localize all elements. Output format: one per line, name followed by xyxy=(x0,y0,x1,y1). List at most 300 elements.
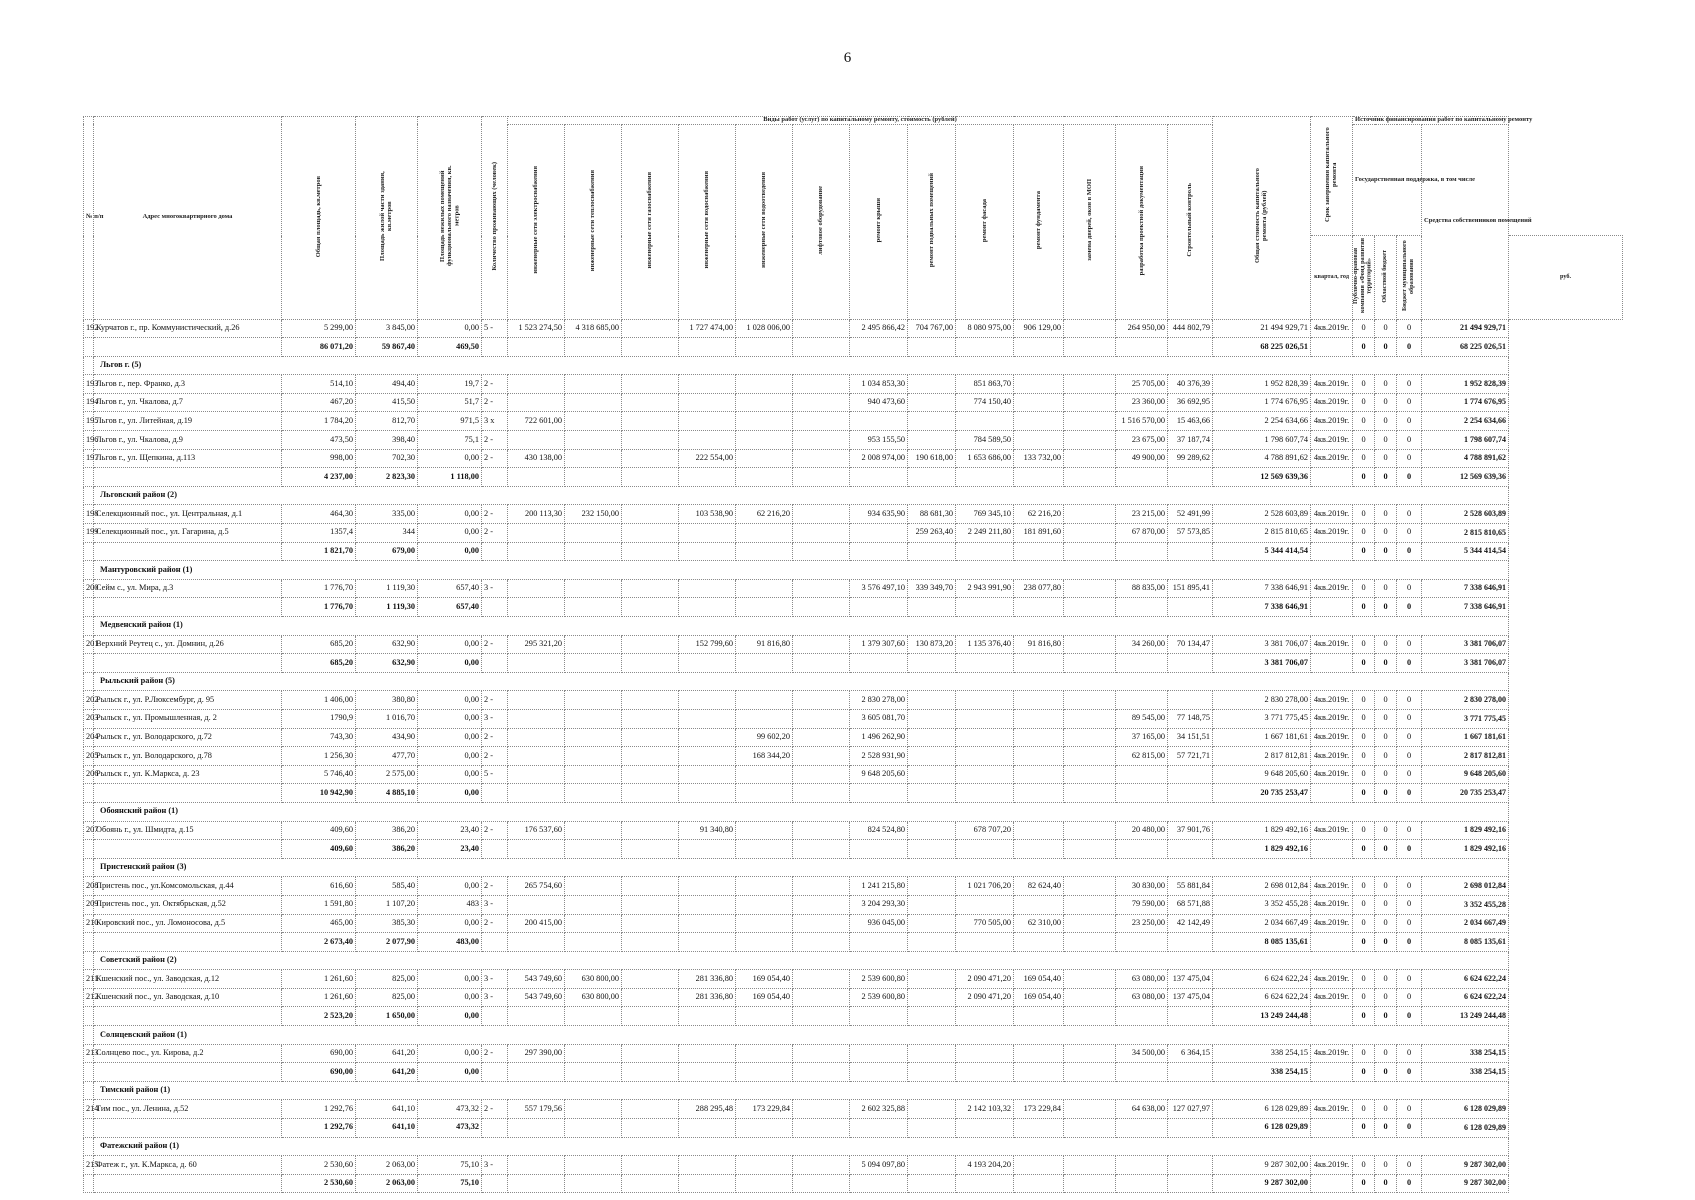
cell-work-cost xyxy=(622,412,679,431)
cell-area-common: 0,00 xyxy=(418,765,482,784)
cell-deadline: 4кв.2019г. xyxy=(1311,747,1353,766)
cell-area-total: 5 746,40 xyxy=(282,765,356,784)
cell-work-cost xyxy=(850,1119,908,1138)
cell-address: Рыльск г., ул. Р.Люксембург, д. 95 xyxy=(94,691,282,710)
cell-empty xyxy=(84,1081,94,1100)
cell-address: Льгов г., ул. Чкалова, д.9 xyxy=(94,431,282,450)
cell-persons: 5 - xyxy=(482,319,508,338)
cell-fund: 0 xyxy=(1353,914,1375,933)
cell-work-cost xyxy=(565,747,622,766)
cell-work-cost xyxy=(793,765,850,784)
cell-deadline: 4кв.2019г. xyxy=(1311,709,1353,728)
cell-owners: 1 952 828,39 xyxy=(1422,375,1509,394)
cell-work-cost xyxy=(1014,431,1064,450)
cell-no: 209 xyxy=(84,895,94,914)
cell-work-cost xyxy=(622,598,679,617)
cell-owners: 1 798 607,74 xyxy=(1422,431,1509,450)
cell-work-cost xyxy=(850,338,908,357)
header-no: № п/п xyxy=(84,117,94,320)
header-deadline: Срок завершения капитального ремонта xyxy=(1311,117,1353,236)
cell-municipal: 0 xyxy=(1397,654,1422,673)
cell-work-cost xyxy=(508,1156,565,1175)
cell-work-cost xyxy=(1116,598,1168,617)
cell-total-cost: 4 788 891,62 xyxy=(1213,449,1311,468)
cell-no: 207 xyxy=(84,821,94,840)
cell-work-cost xyxy=(565,933,622,952)
cell-work-cost xyxy=(793,338,850,357)
cell-work-cost: 64 638,00 xyxy=(1116,1100,1168,1119)
cell-work-cost xyxy=(622,1174,679,1193)
cell-fund: 0 xyxy=(1353,691,1375,710)
cell-deadline xyxy=(1311,598,1353,617)
cell-work-cost xyxy=(793,784,850,803)
cell-persons: 2 - xyxy=(482,635,508,654)
cell-owners: 20 735 253,47 xyxy=(1422,784,1509,803)
cell-work-cost xyxy=(908,765,956,784)
cell-work-cost xyxy=(565,691,622,710)
cell-address: Кировский пос., ул. Ломоносова, д.5 xyxy=(94,914,282,933)
cell-work-cost: 34 260,00 xyxy=(1116,635,1168,654)
cell-fund: 0 xyxy=(1353,877,1375,896)
cell-work-cost: 430 138,00 xyxy=(508,449,565,468)
cell-area-common: 75,10 xyxy=(418,1174,482,1193)
cell-owners: 6 128 029,89 xyxy=(1422,1100,1509,1119)
cell-work-cost xyxy=(679,691,736,710)
cell-area-common: 971,5 xyxy=(418,412,482,431)
table-row xyxy=(84,431,1623,450)
cell-work-cost xyxy=(508,393,565,412)
cell-total-cost: 1 774 676,95 xyxy=(1213,393,1311,412)
cell-area-living: 632,90 xyxy=(356,654,418,673)
cell-area-total: 1 261,60 xyxy=(282,970,356,989)
cell-owners: 338 254,15 xyxy=(1422,1044,1509,1063)
cell-owners: 7 338 646,91 xyxy=(1422,579,1509,598)
cell-work-cost xyxy=(622,1007,679,1026)
cell-work-cost xyxy=(1116,765,1168,784)
cell-work-cost xyxy=(1064,579,1116,598)
cell-work-cost xyxy=(565,840,622,859)
cell-work-cost xyxy=(1168,338,1213,357)
cell-work-cost xyxy=(622,895,679,914)
cell-total-cost: 68 225 026,51 xyxy=(1213,338,1311,357)
cell-regional: 0 xyxy=(1375,988,1397,1007)
cell-work-cost: 152 799,60 xyxy=(679,635,736,654)
cell-deadline xyxy=(1311,1063,1353,1082)
cell-area-living: 825,00 xyxy=(356,988,418,1007)
cell-work-cost xyxy=(908,542,956,561)
cell-work-cost xyxy=(1014,598,1064,617)
cell-work-cost xyxy=(508,579,565,598)
cell-work-cost: 543 749,60 xyxy=(508,988,565,1007)
cell-work-cost xyxy=(508,784,565,803)
cell-work-cost xyxy=(850,598,908,617)
cell-address: Рыльск г., ул. К.Маркса, д. 23 xyxy=(94,765,282,784)
cell-work-cost xyxy=(565,709,622,728)
cell-work-cost xyxy=(1064,468,1116,487)
cell-work-cost xyxy=(908,654,956,673)
cell-persons xyxy=(482,598,508,617)
cell-work-cost xyxy=(679,765,736,784)
cell-no: 211 xyxy=(84,970,94,989)
cell-work-cost xyxy=(793,393,850,412)
cell-work-cost xyxy=(622,728,679,747)
cell-work-cost: 168 344,20 xyxy=(736,747,793,766)
cell-no xyxy=(84,468,94,487)
cell-total-cost: 2 817 812,81 xyxy=(1213,747,1311,766)
cell-total-cost: 2 830 278,00 xyxy=(1213,691,1311,710)
table-row xyxy=(84,914,1623,933)
cell-area-living: 702,30 xyxy=(356,449,418,468)
cell-work-cost xyxy=(1064,988,1116,1007)
cell-work-cost xyxy=(1064,709,1116,728)
cell-municipal: 0 xyxy=(1397,840,1422,859)
cell-work-cost: 3 605 081,70 xyxy=(850,709,908,728)
cell-address: Рыльск г., ул. Володарского, д.72 xyxy=(94,728,282,747)
cell-work-cost: 1 727 474,00 xyxy=(679,319,736,338)
cell-work-cost xyxy=(1014,728,1064,747)
cell-work-cost xyxy=(565,598,622,617)
cell-no xyxy=(84,1007,94,1026)
cell-address: Пристень пос., ул.Комсомольская, д.44 xyxy=(94,877,282,896)
cell-area-living: 3 845,00 xyxy=(356,319,418,338)
cell-work-cost xyxy=(736,468,793,487)
cell-address: Льгов г., ул. Литейная, д.19 xyxy=(94,412,282,431)
cell-regional: 0 xyxy=(1375,821,1397,840)
cell-work-cost: 543 749,60 xyxy=(508,970,565,989)
cell-area-living: 641,10 xyxy=(356,1119,418,1138)
cell-work-cost xyxy=(793,988,850,1007)
cell-no: 199 xyxy=(84,524,94,543)
cell-work-cost xyxy=(508,524,565,543)
cell-owners: 2 034 667,49 xyxy=(1422,914,1509,933)
cell-work-cost: 4 318 685,00 xyxy=(565,319,622,338)
table-row xyxy=(84,1100,1623,1119)
cell-work-cost: 297 390,00 xyxy=(508,1044,565,1063)
cell-work-cost xyxy=(508,691,565,710)
table-row xyxy=(84,1044,1623,1063)
cell-work-cost xyxy=(793,635,850,654)
cell-address: Фатеж г., ул. К.Маркса, д. 60 xyxy=(94,1156,282,1175)
cell-work-cost xyxy=(1014,654,1064,673)
cell-work-cost xyxy=(1116,1156,1168,1175)
table-row xyxy=(84,821,1623,840)
district-name: Льговский район (2) xyxy=(94,486,1509,505)
cell-work-cost: 34 500,00 xyxy=(1116,1044,1168,1063)
cell-area-living: 1 016,70 xyxy=(356,709,418,728)
cell-work-cost xyxy=(908,709,956,728)
cell-work-cost xyxy=(908,821,956,840)
cell-work-cost xyxy=(679,840,736,859)
cell-area-living: 1 650,00 xyxy=(356,1007,418,1026)
cell-work-cost xyxy=(908,691,956,710)
cell-municipal: 0 xyxy=(1397,319,1422,338)
cell-fund: 0 xyxy=(1353,598,1375,617)
cell-work-cost xyxy=(508,895,565,914)
cell-work-cost xyxy=(1064,747,1116,766)
table-row xyxy=(84,635,1623,654)
cell-fund: 0 xyxy=(1353,970,1375,989)
cell-work-cost: 169 054,40 xyxy=(1014,970,1064,989)
cell-regional: 0 xyxy=(1375,728,1397,747)
cell-work-cost xyxy=(622,319,679,338)
cell-regional: 0 xyxy=(1375,1119,1397,1138)
cell-work-cost xyxy=(736,449,793,468)
cell-work-cost xyxy=(1168,1119,1213,1138)
cell-total-cost: 6 128 029,89 xyxy=(1213,1100,1311,1119)
cell-area-living: 344 xyxy=(356,524,418,543)
cell-work-cost xyxy=(1064,1044,1116,1063)
cell-work-cost: 91 816,80 xyxy=(1014,635,1064,654)
cell-work-cost xyxy=(736,1063,793,1082)
cell-work-cost xyxy=(1064,728,1116,747)
cell-work-cost xyxy=(1064,1156,1116,1175)
cell-work-cost xyxy=(1064,691,1116,710)
cell-persons xyxy=(482,933,508,952)
cell-area-total: 10 942,90 xyxy=(282,784,356,803)
cell-owners: 68 225 026,51 xyxy=(1422,338,1509,357)
cell-area-living: 4 885,10 xyxy=(356,784,418,803)
district-name: Солнцевский район (1) xyxy=(94,1026,1509,1045)
cell-empty xyxy=(84,486,94,505)
cell-work-cost xyxy=(565,1119,622,1138)
district-name: Льгов г. (5) xyxy=(94,356,1509,375)
cell-work-cost xyxy=(679,375,736,394)
cell-municipal: 0 xyxy=(1397,449,1422,468)
cell-work-cost: 103 538,90 xyxy=(679,505,736,524)
cell-fund: 0 xyxy=(1353,933,1375,952)
cell-address: Курчатов г., пр. Коммунистический, д.26 xyxy=(94,319,282,338)
cell-work-cost xyxy=(622,393,679,412)
cell-municipal: 0 xyxy=(1397,505,1422,524)
cell-municipal: 0 xyxy=(1397,765,1422,784)
cell-work-cost: 824 524,80 xyxy=(850,821,908,840)
cell-fund: 0 xyxy=(1353,468,1375,487)
cell-owners: 6 128 029,89 xyxy=(1422,1119,1509,1138)
cell-work-cost: 2 602 325,88 xyxy=(850,1100,908,1119)
cell-work-cost: 79 590,00 xyxy=(1116,895,1168,914)
subtotal-row xyxy=(84,933,1623,952)
cell-work-cost: 9 648 205,60 xyxy=(850,765,908,784)
cell-work-cost xyxy=(736,821,793,840)
table-row xyxy=(84,375,1623,394)
cell-area-common: 0,00 xyxy=(418,747,482,766)
cell-work-cost: 1 379 307,60 xyxy=(850,635,908,654)
cell-work-cost xyxy=(1014,765,1064,784)
cell-deadline xyxy=(1311,1174,1353,1193)
cell-total-cost: 21 494 929,71 xyxy=(1213,319,1311,338)
cell-work-cost: 2 495 866,42 xyxy=(850,319,908,338)
cell-work-cost xyxy=(736,709,793,728)
cell-persons: 3 - xyxy=(482,709,508,728)
cell-work-cost xyxy=(956,468,1014,487)
cell-area-total: 1 261,60 xyxy=(282,988,356,1007)
cell-fund: 0 xyxy=(1353,1119,1375,1138)
cell-work-cost: 3 576 497,10 xyxy=(850,579,908,598)
table-row xyxy=(84,319,1623,338)
district-name: Тимский район (1) xyxy=(94,1081,1509,1100)
district-name: Фатежский район (1) xyxy=(94,1137,1509,1156)
cell-fund: 0 xyxy=(1353,747,1375,766)
cell-work-cost xyxy=(508,747,565,766)
cell-work-cost xyxy=(1064,1174,1116,1193)
cell-municipal: 0 xyxy=(1397,412,1422,431)
cell-persons: 3 - xyxy=(482,970,508,989)
cell-work-cost xyxy=(956,542,1014,561)
cell-total-cost: 13 249 244,48 xyxy=(1213,1007,1311,1026)
cell-work-cost xyxy=(736,393,793,412)
cell-work-cost: 42 142,49 xyxy=(1168,914,1213,933)
cell-municipal: 0 xyxy=(1397,747,1422,766)
cell-area-common: 483 xyxy=(418,895,482,914)
cell-area-total: 1 292,76 xyxy=(282,1119,356,1138)
cell-owners: 4 788 891,62 xyxy=(1422,449,1509,468)
cell-work-cost xyxy=(1064,542,1116,561)
cell-deadline: 4кв.2019г. xyxy=(1311,765,1353,784)
cell-address: Льгов г., пер. Франко, д.3 xyxy=(94,375,282,394)
cell-no xyxy=(84,598,94,617)
cell-regional: 0 xyxy=(1375,505,1397,524)
cell-work-cost xyxy=(1014,542,1064,561)
cell-work-cost xyxy=(565,728,622,747)
cell-fund: 0 xyxy=(1353,709,1375,728)
cell-address xyxy=(94,784,282,803)
district-name: Пристенский район (3) xyxy=(94,858,1509,877)
cell-work-cost xyxy=(1116,542,1168,561)
cell-work-cost xyxy=(1064,635,1116,654)
cell-persons: 2 - xyxy=(482,691,508,710)
cell-work-cost xyxy=(1014,895,1064,914)
cell-area-living: 380,80 xyxy=(356,691,418,710)
cell-persons xyxy=(482,784,508,803)
cell-work-cost xyxy=(508,933,565,952)
cell-area-living: 2 575,00 xyxy=(356,765,418,784)
cell-deadline xyxy=(1311,933,1353,952)
cell-municipal: 0 xyxy=(1397,914,1422,933)
cell-work-cost: 137 475,04 xyxy=(1168,970,1213,989)
cell-work-cost xyxy=(908,1156,956,1175)
cell-regional: 0 xyxy=(1375,970,1397,989)
cell-work-cost xyxy=(622,338,679,357)
cell-address: Тим пос., ул. Ленина, д.52 xyxy=(94,1100,282,1119)
cell-total-cost: 338 254,15 xyxy=(1213,1044,1311,1063)
cell-work-cost xyxy=(679,412,736,431)
cell-municipal: 0 xyxy=(1397,635,1422,654)
cell-area-living: 1 119,30 xyxy=(356,598,418,617)
cell-work-cost: 91 816,80 xyxy=(736,635,793,654)
cell-work-cost xyxy=(793,431,850,450)
table-body xyxy=(84,319,1623,1193)
table-row xyxy=(84,709,1623,728)
cell-deadline: 4кв.2019г. xyxy=(1311,1100,1353,1119)
subtotal-row xyxy=(84,542,1623,561)
cell-work-cost xyxy=(793,1007,850,1026)
cell-work-cost xyxy=(1014,840,1064,859)
cell-no: 208 xyxy=(84,877,94,896)
district-row xyxy=(84,858,1623,877)
cell-owners: 9 287 302,00 xyxy=(1422,1156,1509,1175)
district-row xyxy=(84,617,1623,636)
cell-area-living: 2 063,00 xyxy=(356,1174,418,1193)
cell-fund: 0 xyxy=(1353,821,1375,840)
cell-work-cost xyxy=(565,877,622,896)
cell-work-cost xyxy=(679,728,736,747)
cell-area-common: 473,32 xyxy=(418,1100,482,1119)
cell-work-cost xyxy=(956,1174,1014,1193)
cell-total-cost: 6 624 622,24 xyxy=(1213,988,1311,1007)
cell-municipal: 0 xyxy=(1397,988,1422,1007)
cell-address xyxy=(94,1007,282,1026)
cell-work-cost: 259 263,40 xyxy=(908,524,956,543)
cell-persons xyxy=(482,1007,508,1026)
cell-deadline: 4кв.2019г. xyxy=(1311,895,1353,914)
table-row xyxy=(84,691,1623,710)
cell-work-cost xyxy=(1064,431,1116,450)
cell-work-cost xyxy=(1116,691,1168,710)
cell-no: 203 xyxy=(84,709,94,728)
cell-fund: 0 xyxy=(1353,1063,1375,1082)
cell-work-cost xyxy=(908,1044,956,1063)
cell-no: 201 xyxy=(84,635,94,654)
cell-work-cost xyxy=(622,654,679,673)
cell-area-common: 51,7 xyxy=(418,393,482,412)
cell-work-cost xyxy=(1168,691,1213,710)
cell-work-cost xyxy=(1064,598,1116,617)
cell-work-cost xyxy=(565,1007,622,1026)
table-header xyxy=(84,117,1623,320)
cell-work-cost xyxy=(793,1119,850,1138)
cell-owners: 1 829 492,16 xyxy=(1422,840,1509,859)
cell-work-cost xyxy=(622,449,679,468)
cell-work-cost: 20 480,00 xyxy=(1116,821,1168,840)
cell-work-cost xyxy=(793,579,850,598)
cell-work-cost: 169 054,40 xyxy=(736,970,793,989)
cell-work-cost xyxy=(1014,1044,1064,1063)
cell-work-cost xyxy=(622,1100,679,1119)
cell-area-total: 743,30 xyxy=(282,728,356,747)
cell-area-living: 494,40 xyxy=(356,375,418,394)
cell-work-cost xyxy=(1116,1119,1168,1138)
cell-owners: 1 774 676,95 xyxy=(1422,393,1509,412)
cell-fund: 0 xyxy=(1353,338,1375,357)
cell-deadline xyxy=(1311,654,1353,673)
cell-work-cost xyxy=(1064,1100,1116,1119)
cell-work-cost xyxy=(956,840,1014,859)
cell-address xyxy=(94,933,282,952)
cell-area-common: 0,00 xyxy=(418,505,482,524)
header-work-gas: инженерные сети газоснабжения xyxy=(622,124,679,319)
cell-work-cost xyxy=(956,598,1014,617)
header-work-sewage: инженерные сети водоотведения xyxy=(736,124,793,319)
cell-work-cost xyxy=(908,988,956,1007)
cell-work-cost xyxy=(679,895,736,914)
cell-work-cost xyxy=(508,598,565,617)
cell-fund: 0 xyxy=(1353,505,1375,524)
cell-regional: 0 xyxy=(1375,449,1397,468)
header-works-group: Виды работ (услуг) по капитальному ремонту, стоимость (рублей) xyxy=(508,117,1213,125)
cell-work-cost xyxy=(908,840,956,859)
cell-work-cost xyxy=(679,784,736,803)
header-work-doors: замена дверей, окон в МОП xyxy=(1064,124,1116,319)
cell-persons: 2 - xyxy=(482,914,508,933)
cell-address xyxy=(94,654,282,673)
cell-work-cost xyxy=(622,1044,679,1063)
cell-work-cost xyxy=(1014,1119,1064,1138)
cell-work-cost xyxy=(736,412,793,431)
cell-no: 192 xyxy=(84,319,94,338)
cell-work-cost: 774 150,40 xyxy=(956,393,1014,412)
cell-municipal: 0 xyxy=(1397,784,1422,803)
cell-work-cost xyxy=(908,431,956,450)
